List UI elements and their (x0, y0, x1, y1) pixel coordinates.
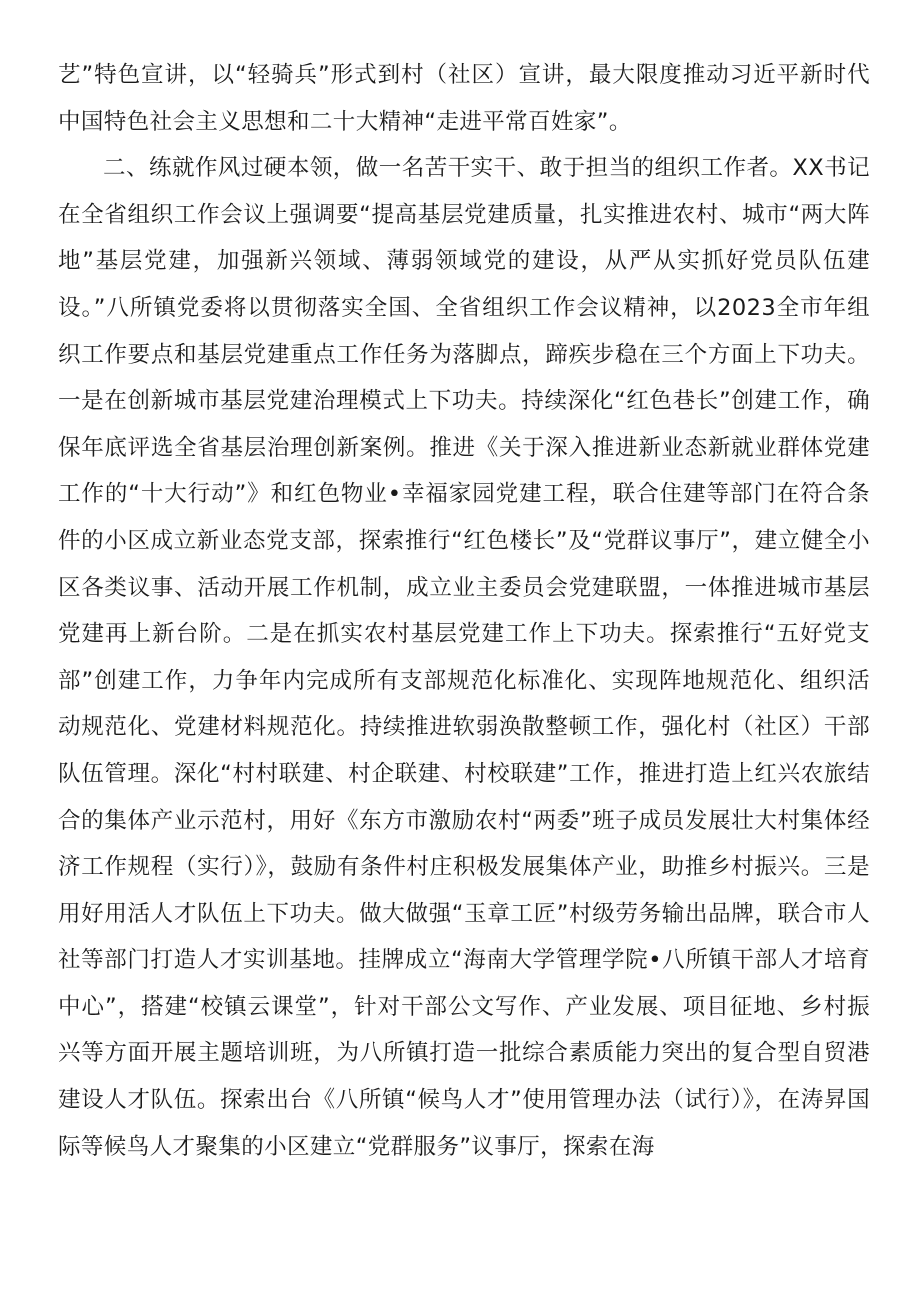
paragraph-section-two: 二、练就作风过硬本领，做一名苦干实干、敢于担当的组织工作者。XX书记在全省组织工作会议上强调要“提高基层党建质量，扎实推进农村、城市“两大阵地”基层党建，加强新兴领域、薄弱领域党的建设，从严从实抓好党员队伍建设。”八所镇党委将以贯彻落实全国、全省组织工作会议精神，以2023全市年组织工作要点和基层党建重点工作任务为落脚点，蹄疾步稳在三个方面上下功夫。一是在创新城市基层党建治理模式上下功夫。持续深化“红色巷长”创建工作，确保年底评选全省基层治理创新案例。推进《关于深入推进新业态新就业群体党建工作的“十大行动”》和红色物业•幸福家园党建工程，联合住建等部门在符合条件的小区成立新业态党支部，探索推行“红色楼长”及“党群议事厅”，建立健全小区各类议事、活动开展工作机制，成立业主委员会党建联盟，一体推进城市基层党建再上新台阶。二是在抓实农村基层党建工作上下功夫。探索推行“五好党支部”创建工作，力争年内完成所有支部规范化标准化、实现阵地规范化、组织活动规范化、党建材料规范化。持续推进软弱涣散整顿工作，强化村（社区）干部队伍管理。深化“村村联建、村企联建、村校联建”工作，推进打造上红兴农旅结合的集体产业示范村，用好《东方市激励农村“两委”班子成员发展壮大村集体经济工作规程（实行）》，鼓励有条件村庄积极发展集体产业，助推乡村振兴。三是用好用活人才队伍上下功夫。做大做强“玉章工匠”村级劳务输出品牌，联合市人社等部门打造人才实训基地。挂牌成立“海南大学管理学院•八所镇干部人才培育中心”，搭建“校镇云课堂”，针对干部公文写作、产业发展、项目征地、乡村振兴等方面开展主题培训班，为八所镇打造一批综合素质能力突出的复合型自贸港建设人才队伍。探索出台《八所镇“候鸟人才”使用管理办法（试行）》，在涛昇国际等候鸟人才聚集的小区建立“党群服务”议事厅，探索在海 (58, 155, 870, 1160)
paragraph-continuation: 艺”特色宣讲，以“轻骑兵”形式到村（社区）宣讲，最大限度推动习近平新时代中国特色社会主义思想和二十大精神“走进平常百姓家”。 (58, 62, 870, 135)
document-body (58, 52, 870, 1170)
